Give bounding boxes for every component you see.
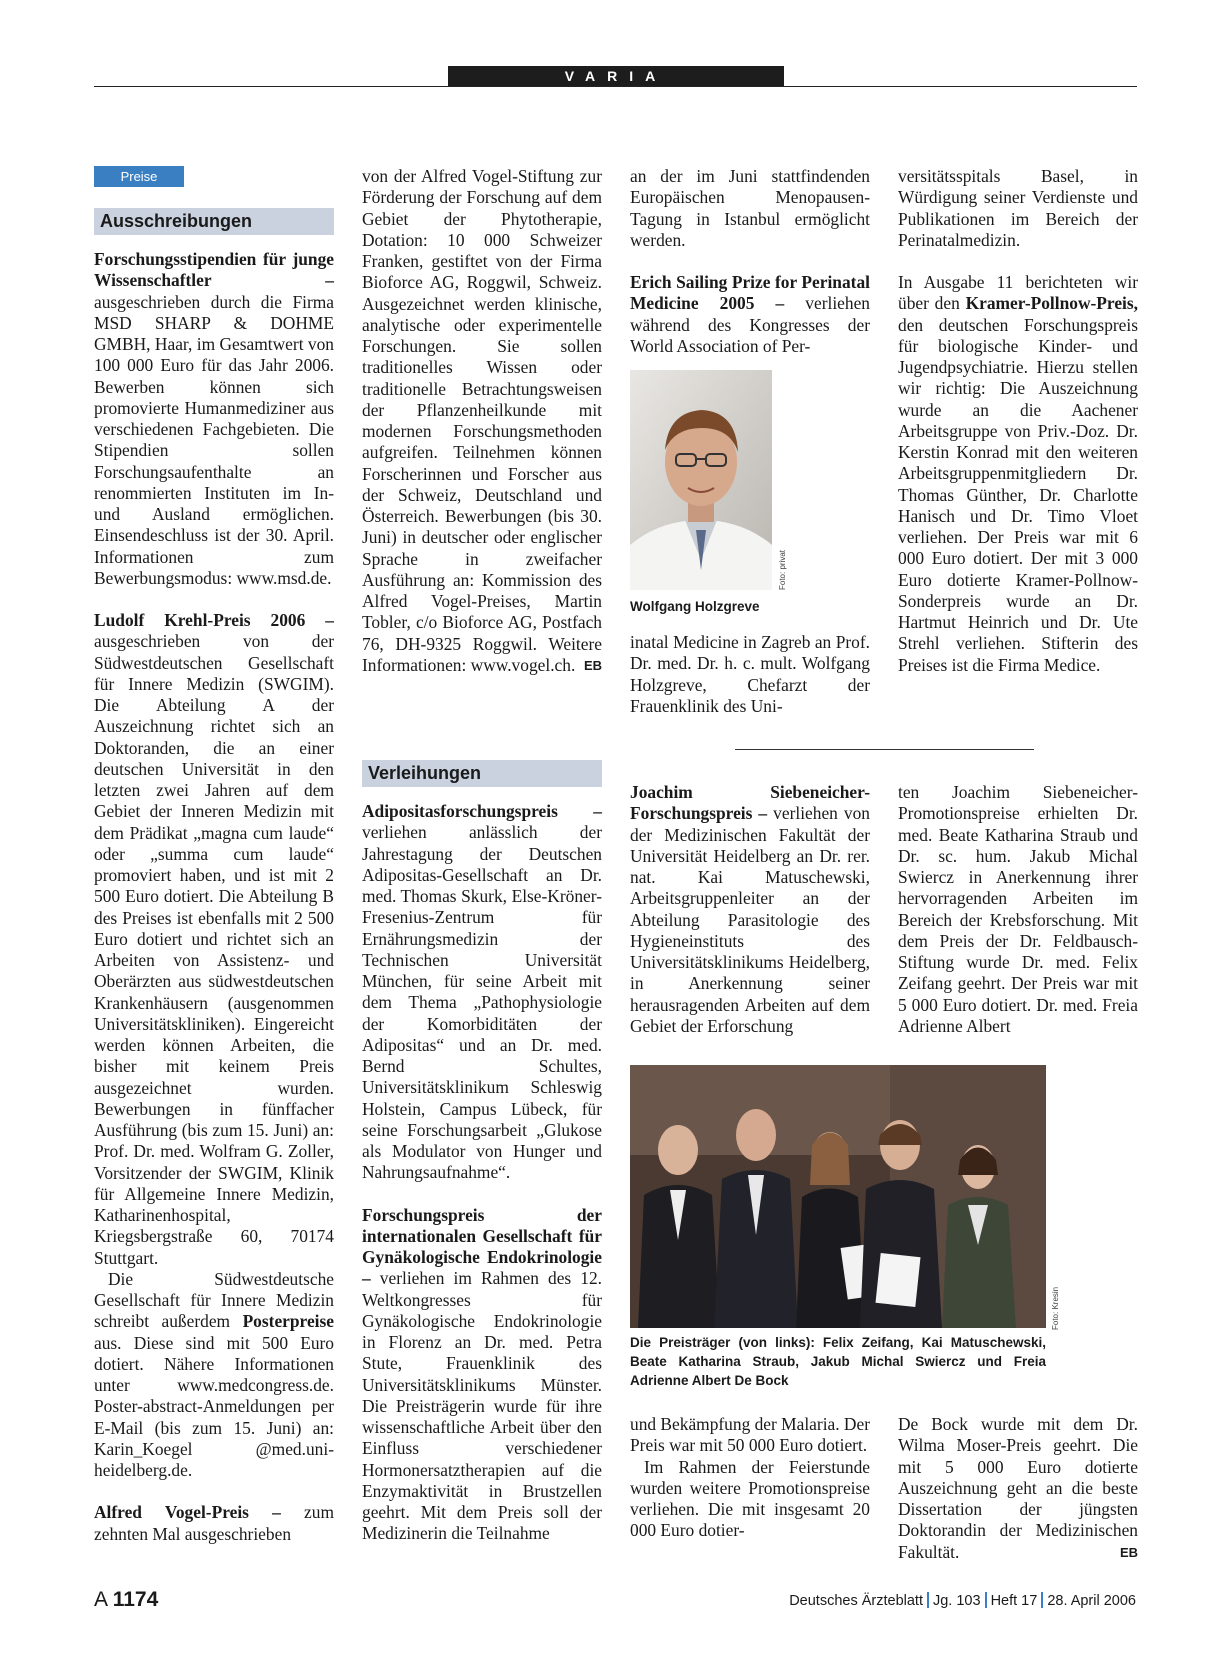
- article-adipositas: [362, 801, 602, 1184]
- article-erich-sailing: [630, 272, 870, 357]
- article-body: von der Alfred Vogel-Stiftung zur Förderung der Forschung auf dem Gebiet der Phytotherapie, Dotation: 10 000 Schweizer Franken, gestiftet von der Firma Bioforce AG, Roggwil, Schweiz. Ausgezeichnet werden klinische, analytische oder experimentelle Forschungen. Sie sollen traditionelles Wissen oder traditionelle Betrachtungsweisen der Pflanzenheilkunde mit modernen Forschungsmethoden aufgreifen. Teilnehmen können Forscherinnen und Forscher aus der Schweiz, Deutschland und Österreich. Bewerbungen (bis 30. Juni) in deutscher oder englischer Sprache in zweifacher Ausführung an: Kommission des Alfred Vogel-Preises, Martin Tobler, c/o Bioforce AG, Postfach 76, DH-9325 Roggwil. Weitere Informationen: www.vogel.ch.: [362, 166, 602, 675]
- article-alfred-vogel-cont: [362, 166, 602, 676]
- article-alfred-vogel: [94, 1502, 334, 1545]
- article-body: verliehen im Rahmen des 12. Weltkongresses für Gynäkologische Endokrinologie in Florenz an Dr. med. Petra Stute, Frauenklinik des Universitätsklinikums Münster. Die Preisträgerin wurde für ihre wissenschaftliche Arbeit über den Einfluss verschiedener Hormonersatztherapien auf die Enzymaktivität in Brustzellen geehrt. Mit dem Preis soll der Medizinerin die Teilnahme: [362, 1268, 602, 1544]
- article-siebeneicher: [630, 782, 870, 1037]
- journal-volume: Jg. 103: [932, 1593, 981, 1609]
- column-3-final: [630, 1414, 870, 1542]
- article-body: an der im Juni stattfindenden Europäischen Menopausen-Tagung in Istanbul ermöglicht werden.: [630, 166, 870, 250]
- article-body: De Bock wurde mit dem Dr. Wilma Moser-Preis geehrt. Die mit 5 000 Euro dotierte Auszeichnung geht an die beste Dissertation der jüngsten Doktorandin der Medizinischen Fakultät.: [898, 1414, 1138, 1562]
- article-body: aus. Diese sind mit 500 Euro dotiert. Nähere Informationen unter www.medcongress.de. Poster-abstract-Anmeldungen per E-Mail (bis zum 15. Juni) an: Karin_Koegel @med.uni-heidelberg.de.: [94, 1332, 334, 1480]
- article-body: den deutschen Forschungspreis für biologische Kinder- und Jugendpsychiatrie. Hierzu stellen wir richtig: Die Auszeichnung wurde an die Aachener Arbeitsgruppe von Priv.-Doz. Dr. Kerstin Konrad mit den weiteren Arbeitsgruppenmitgliedern Dr. Thomas Günther, Dr. Charlotte Hanisch und Dr. Timo Vloet verliehen. Der Preis war mit 6 000 Euro dotiert. Der mit 3 000 Euro dotierte Kramer-Pollnow-Sonderpreis wurde an Dr. Hartmut Heinrich und Dr. Ute Strehl verliehen. Stifterin des Preises ist die Firma Medice.: [898, 314, 1138, 675]
- article-lead: Alfred Vogel-Preis –: [94, 1502, 281, 1523]
- photo-credit: Foto: privat: [778, 549, 787, 590]
- article-lead: Joachim Siebeneicher-Forschungspreis –: [630, 782, 870, 824]
- author-initials: EB: [583, 657, 602, 673]
- page-number: [94, 1588, 158, 1612]
- portrait-photo: [630, 370, 772, 590]
- article-body: In Ausgabe 11 berichteten wir über den: [898, 272, 1138, 314]
- author-initials: EB: [1119, 1544, 1138, 1560]
- article-gyn-endokrinologie: [362, 1205, 602, 1545]
- article-lead: Posterpreise: [242, 1311, 334, 1332]
- article-lead: Forschungspreis der internationalen Gesellschaft für Gynäkologische Endokrinologie –: [362, 1204, 602, 1289]
- column-4-final: [898, 1414, 1138, 1563]
- article-posterpreise: [94, 1269, 334, 1482]
- group-photo-credit: Foto: Kresin: [1051, 1286, 1060, 1330]
- article-lead: Ludolf Krehl-Preis 2006 –: [94, 610, 334, 630]
- journal-issue: Heft 17: [990, 1593, 1038, 1609]
- page-number-value: 1174: [112, 1588, 159, 1611]
- group-photo: [630, 1065, 1046, 1328]
- section-header-varia: VARIA: [448, 66, 784, 87]
- photo-caption: Wolfgang Holzgreve: [630, 599, 760, 614]
- article-body: inatal Medicine in Zagreb an Prof. Dr. med. Dr. h. c. mult. Wolfgang Holzgreve, Chefarzt der Frauenklinik des Uni-: [630, 632, 870, 716]
- page-prefix: A: [94, 1588, 107, 1611]
- section-heading-ausschreibungen: Ausschreibungen: [94, 208, 334, 235]
- article-body: verliehen während des Kongresses der World Association of Per-: [630, 293, 870, 356]
- separator: [927, 1592, 929, 1608]
- article-body: zum zehnten Mal ausgeschrieben: [94, 1502, 335, 1544]
- separator: [985, 1592, 987, 1608]
- article-body: und Bekämpfung der Malaria. Der Preis war mit 50 000 Euro dotiert.: [630, 1414, 871, 1456]
- column-2-bottom: [362, 801, 602, 1545]
- column-3-bottom: [630, 782, 870, 1037]
- article-body: Die Südwestdeutsche Gesellschaft für Innere Medizin schreibt außerdem: [94, 1268, 334, 1332]
- journal-date: 28. April 2006: [1047, 1593, 1136, 1609]
- header-rule: [94, 86, 1137, 87]
- article-body: versitätsspitals Basel, in Würdigung seiner Verdienste und Publikationen im Bereich der Perinatalmedizin.: [898, 166, 1138, 250]
- column-4-top: [898, 166, 1138, 676]
- column-2-top: [362, 166, 602, 676]
- column-3-mid: [630, 632, 870, 717]
- article-lead: Erich Sailing Prize for Perinatal Medicine 2005 –: [630, 272, 870, 314]
- article-forschungsstipendien: [94, 249, 334, 589]
- article-ludolf-krehl: [94, 610, 334, 1269]
- article-body: verliehen anlässlich der Jahrestagung der Deutschen Adipositas-Gesellschaft an Dr. med. Thomas Skurk, Else-Kröner-Fresenius-Zentrum für Ernährungsmedizin der Technischen Universität München, für seine Arbeit mit dem Thema „Pathophysiologie der Komorbiditäten der Adipositas“ und an Dr. med. Bernd Schultes, Universitätsklinikum Schleswig Holstein, Campus Lübeck, für seine Forschungsarbeit „Glukose als Modulator von Hunger und Nahrungsaufnahme“.: [362, 822, 602, 1183]
- article-body: verliehen von der Medizinischen Fakultät der Universität Heidelberg an Dr. rer. nat. Kai Matuschewski, Arbeitsgruppenleiter an der Abteilung Parasitologie des Hygieneinstituts des Universitätsklinikums Heidelberg, in Anerkennung seiner herausragenden Arbeiten auf dem Gebiet der Erforschung: [630, 803, 870, 1036]
- article-body: ausgeschrieben von der Südwestdeutschen Gesellschaft für Innere Medizin (SWGIM). Die Abteilung A der Auszeichnung richtet sich an Doktoranden, die an einer deutschen Universität in den letzten zwei Jahren auf dem Gebiet der Inneren Medizin mit dem Prädikat „magna cum laude“ oder „summa cum laude“ promoviert haben, und ist mit 2 500 Euro dotiert. Die Abteilung B des Preises ist ebenfalls mit 2 500 Euro dotiert und richtet sich an Arbeiten von Assistenz- und Oberärzten aus südwestdeutschen Krankenhäusern (ausgenommen Universitätskliniken). Eingereicht werden können Arbeiten, die bisher mit keinem Preis ausgezeichnet wurden. Bewerbungen in fünffacher Ausführung (bis zum 15. Juni) an: Prof. Dr. med. Wolfram G. Zoller, Vorsitzender der SWGIM, Klinik für Allgemeine Innere Medizin, Katharinenhospital, Kriegsbergstraße 60, 70174 Stuttgart.: [94, 631, 334, 1268]
- portrait-illustration: [630, 370, 772, 590]
- article-lead: Kramer-Pollnow-Preis,: [965, 293, 1138, 314]
- article-body: ausgeschrieben durch die Firma MSD SHARP & DOHME GMBH, Haar, im Gesamtwert von 100 000 Euro für das Jahr 2006. Bewerben können sich promovierte Humanmediziner aus verschiedenen Fachgebieten. Die Stipendien sollen Forschungsaufenthalte an renommierten Instituten im In- und Ausland ermöglichen. Einsendeschluss ist der 30. April. Informationen zum Bewerbungsmodus: www.msd.de.: [94, 291, 334, 588]
- column-1: [94, 249, 334, 1545]
- journal-name: Deutsches Ärzteblatt: [789, 1593, 923, 1609]
- article-body: Im Rahmen der Feierstunde wurden weitere Promotionspreise verliehen. Die mit insgesamt 20 000 Euro dotier-: [630, 1456, 870, 1541]
- column-4-bottom: [898, 782, 1138, 1037]
- group-photo-caption: Die Preisträger (von links): Felix Zeifang, Kai Matuschewski, Beate Katharina Straub, Jakub Michal Swiercz und Freia Adrienne Albert De Bock: [630, 1335, 1046, 1388]
- column-3-top: [630, 166, 870, 357]
- separator: [1041, 1592, 1043, 1608]
- article-kramer-pollnow: [898, 272, 1138, 676]
- group-illustration: [630, 1065, 1046, 1328]
- journal-info: [789, 1592, 1136, 1609]
- article-lead: Forschungsstipendien für junge Wissenschaftler –: [94, 249, 334, 291]
- article-lead: Adipositasforschungspreis –: [362, 801, 602, 821]
- section-heading-verleihungen: Verleihungen: [362, 760, 602, 787]
- category-tag: Preise: [94, 166, 184, 187]
- article-body: ten Joachim Siebeneicher-Promotionspreise erhielten Dr. med. Beate Katharina Straub und Dr. sc. hum. Jakub Michal Swiercz in Anerkennung ihrer hervorragenden Arbeiten im Bereich der Krebsforschung. Mit dem Preis der Dr. Feldbausch-Stiftung wurde Dr. med. Felix Zeifang geehrt. Der Preis war mit 5 000 Euro dotiert. Dr. med. Freia Adrienne Albert: [898, 782, 1138, 1036]
- divider-rule: [735, 749, 1034, 750]
